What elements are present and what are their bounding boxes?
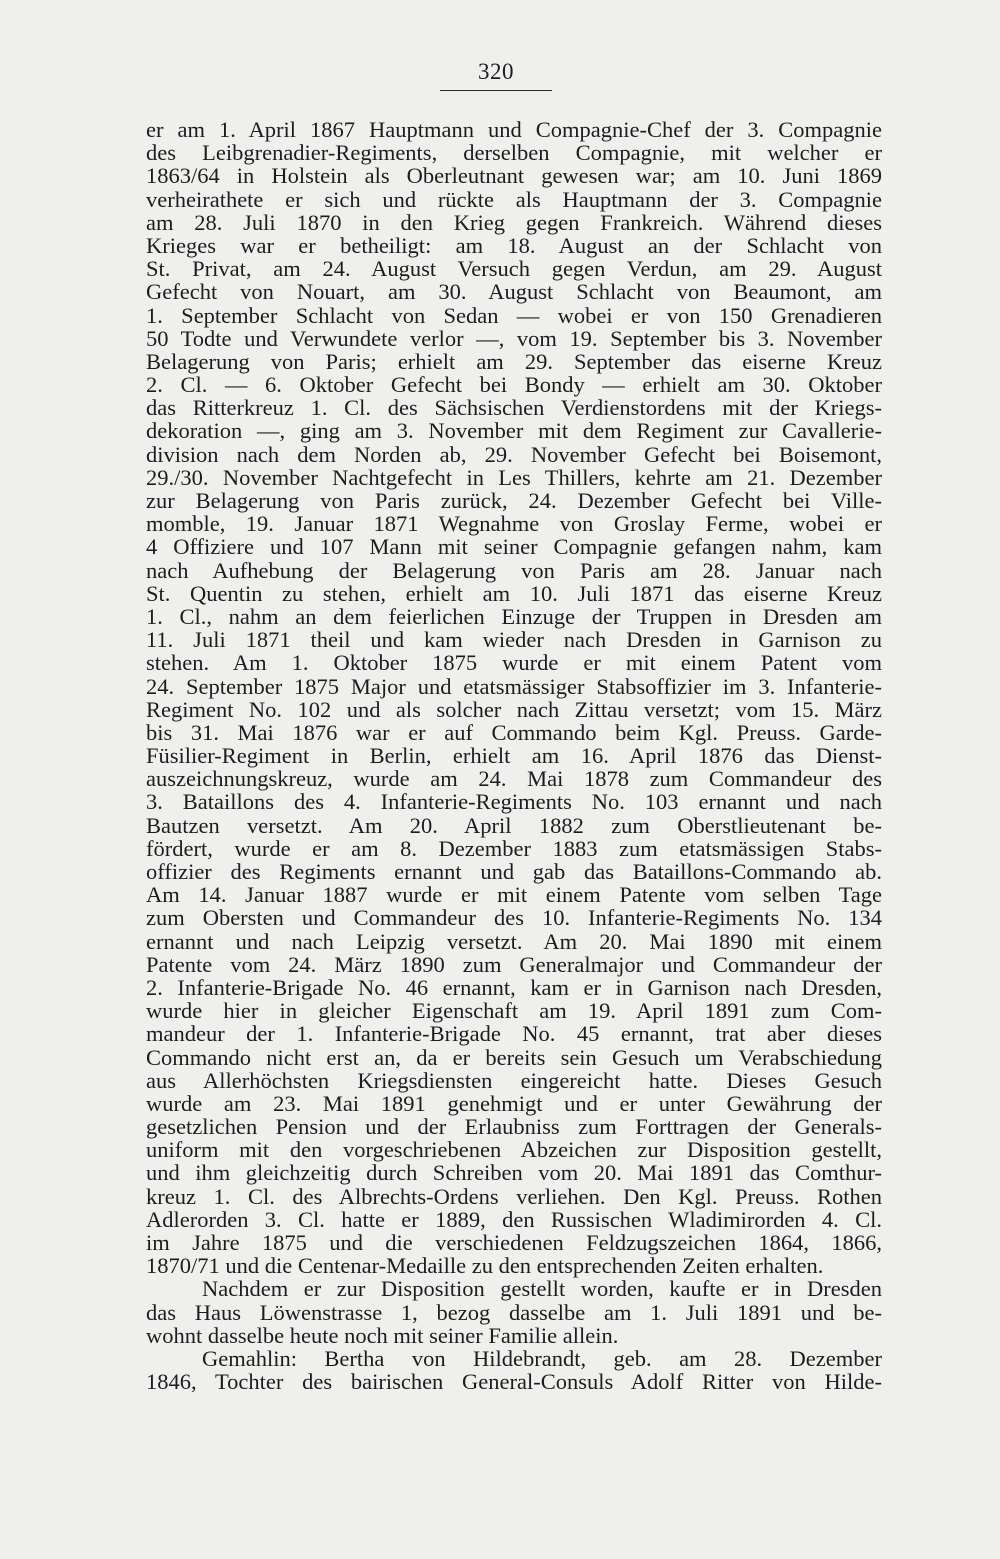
text-line: das Haus Löwenstrasse 1, bezog dasselbe am 1. Juli 1891 und be-: [146, 1299, 882, 1325]
text-line: Regiment No. 102 und als solcher nach Zittau versetzt; vom 15. März: [146, 696, 882, 722]
text-line: 4 Offiziere und 107 Mann mit seiner Compagnie gefangen nahm, kam: [146, 534, 882, 560]
text-line: 1. September Schlacht von Sedan — wobei er von 150 Grenadieren: [146, 302, 882, 328]
text-line: Am 14. Januar 1887 wurde er mit einem Patente vom selben Tage: [146, 882, 882, 908]
text-line: Commando nicht erst an, da er bereits sein Gesuch um Verabschiedung: [146, 1044, 882, 1070]
text-line: 50 Todte und Verwundete verlor —, vom 19. September bis 3. November: [146, 325, 882, 351]
text-line: das Ritterkreuz 1. Cl. des Sächsischen Verdienstordens mit der Kriegs-: [146, 395, 882, 421]
text-line: Gemahlin: Bertha von Hildebrandt, geb. am 28. Dezember: [202, 1345, 882, 1371]
text-line: bis 31. Mai 1876 war er auf Commando beim Kgl. Preuss. Garde-: [146, 719, 882, 745]
page-header: [440, 58, 552, 91]
text-line: zur Belagerung von Paris zurück, 24. Dezember Gefecht bei Ville-: [146, 488, 882, 513]
text-line: uniform mit den vorgeschriebenen Abzeichen zur Disposition gestellt,: [146, 1137, 882, 1163]
text-line: Patente vom 24. März 1890 zum Generalmajor und Commandeur der: [146, 951, 882, 977]
text-line: stehen. Am 1. Oktober 1875 wurde er mit einem Patent vom: [146, 650, 882, 676]
text-line: 1863/64 in Holstein als Oberleutnant gewesen war; am 10. Juni 1869: [146, 163, 882, 189]
text-line: gesetzlichen Pension und der Erlaubniss zum Forttragen der Generals-: [146, 1114, 882, 1140]
text-line: wurde am 23. Mai 1891 genehmigt und er unter Gewährung der: [146, 1090, 882, 1116]
text-line: 1. Cl., nahm an dem feierlichen Einzuge der Truppen in Dresden am: [146, 603, 882, 629]
page-number: 320: [478, 59, 514, 84]
text-line: offizier des Regiments ernannt und gab das Bataillons-Commando ab.: [146, 859, 882, 884]
text-line: fördert, wurde er am 8. Dezember 1883 zum etatsmässigen Stabs-: [146, 835, 882, 861]
text-line: am 28. Juli 1870 in den Krieg gegen Frankreich. Während dieses: [146, 209, 882, 235]
text-line: 29./30. November Nachtgefecht in Les Thillers, kehrte am 21. Dezember: [146, 464, 882, 490]
text-line: verheirathete er sich und rückte als Hauptmann der 3. Compagnie: [146, 186, 882, 212]
text-line: momble, 19. Januar 1871 Wegnahme von Groslay Ferme, wobei er: [146, 511, 882, 537]
text-line: ernannt und nach Leipzig versetzt. Am 20. Mai 1890 mit einem: [146, 928, 882, 954]
text-line: division nach dem Norden ab, 29. November Gefecht bei Boisemont,: [146, 441, 882, 467]
text-line: dekoration —, ging am 3. November mit dem Regiment zur Cavallerie-: [146, 418, 882, 444]
text-line: 3. Bataillons des 4. Infanterie-Regiments No. 103 ernannt und nach: [146, 789, 882, 815]
text-line: St. Quentin zu stehen, erhielt am 10. Juli 1871 das eiserne Kreuz: [146, 580, 882, 606]
text-line: Krieges war er betheiligt: am 18. August an der Schlacht von: [146, 232, 882, 258]
text-line: wohnt dasselbe heute noch mit seiner Familie allein.: [146, 1322, 619, 1348]
text-line: 2. Cl. — 6. Oktober Gefecht bei Bondy — erhielt am 30. Oktober: [146, 372, 882, 398]
text-line: Nachdem er zur Disposition gestellt worden, kaufte er in Dresden: [202, 1276, 882, 1302]
text-line: 1870/71 und die Centenar-Medaille zu den entsprechenden Zeiten erhalten.: [146, 1253, 824, 1279]
text-line: Füsilier-Regiment in Berlin, erhielt am 16. April 1876 das Dienst-: [146, 743, 882, 769]
text-line: Belagerung von Paris; erhielt am 29. September das eiserne Kreuz: [146, 348, 882, 374]
text-line: wurde hier in gleicher Eigenschaft am 19. April 1891 zum Com-: [146, 998, 882, 1024]
text-line: St. Privat, am 24. August Versuch gegen Verdun, am 29. August: [146, 256, 882, 282]
text-line: Adlerorden 3. Cl. hatte er 1889, den Russischen Wladimirorden 4. Cl.: [146, 1206, 882, 1232]
text-line: mandeur der 1. Infanterie-Brigade No. 45 ernannt, trat aber dieses: [146, 1021, 882, 1047]
header-rule: [440, 90, 552, 91]
text-line: zum Obersten und Commandeur des 10. Infanterie-Regiments No. 134: [146, 905, 882, 931]
text-line: 2. Infanterie-Brigade No. 46 ernannt, kam er in Garnison nach Dresden,: [146, 974, 882, 1000]
text-line: kreuz 1. Cl. des Albrechts-Ordens verliehen. Den Kgl. Preuss. Rothen: [146, 1183, 882, 1209]
text-line: 11. Juli 1871 theil und kam wieder nach Dresden in Garnison zu: [146, 627, 882, 653]
text-line: auszeichnungskreuz, wurde am 24. Mai 1878 zum Commandeur des: [146, 766, 882, 792]
text-line: aus Allerhöchsten Kriegsdiensten eingereicht hatte. Dieses Gesuch: [146, 1067, 882, 1093]
text-line: 1846, Tochter des bairischen General-Consuls Adolf Ritter von Hilde-: [146, 1369, 882, 1395]
text-line: im Jahre 1875 und die verschiedenen Feldzugszeichen 1864, 1866,: [146, 1230, 882, 1255]
text-line: Bautzen versetzt. Am 20. April 1882 zum Oberstlieutenant be-: [146, 812, 882, 838]
body-text: [146, 118, 882, 1393]
text-line: Gefecht von Nouart, am 30. August Schlacht von Beaumont, am: [146, 279, 882, 305]
text-line: er am 1. April 1867 Hauptmann und Compagnie-Chef der 3. Compagnie: [146, 117, 882, 142]
text-line: und ihm gleichzeitig durch Schreiben vom 20. Mai 1891 das Comthur-: [146, 1160, 882, 1186]
text-line: 24. September 1875 Major und etatsmässiger Stabsoffizier im 3. Infanterie-: [146, 673, 882, 699]
text-line: nach Aufhebung der Belagerung von Paris am 28. Januar nach: [146, 557, 882, 583]
text-line: des Leibgrenadier-Regiments, derselben Compagnie, mit welcher er: [146, 140, 882, 166]
